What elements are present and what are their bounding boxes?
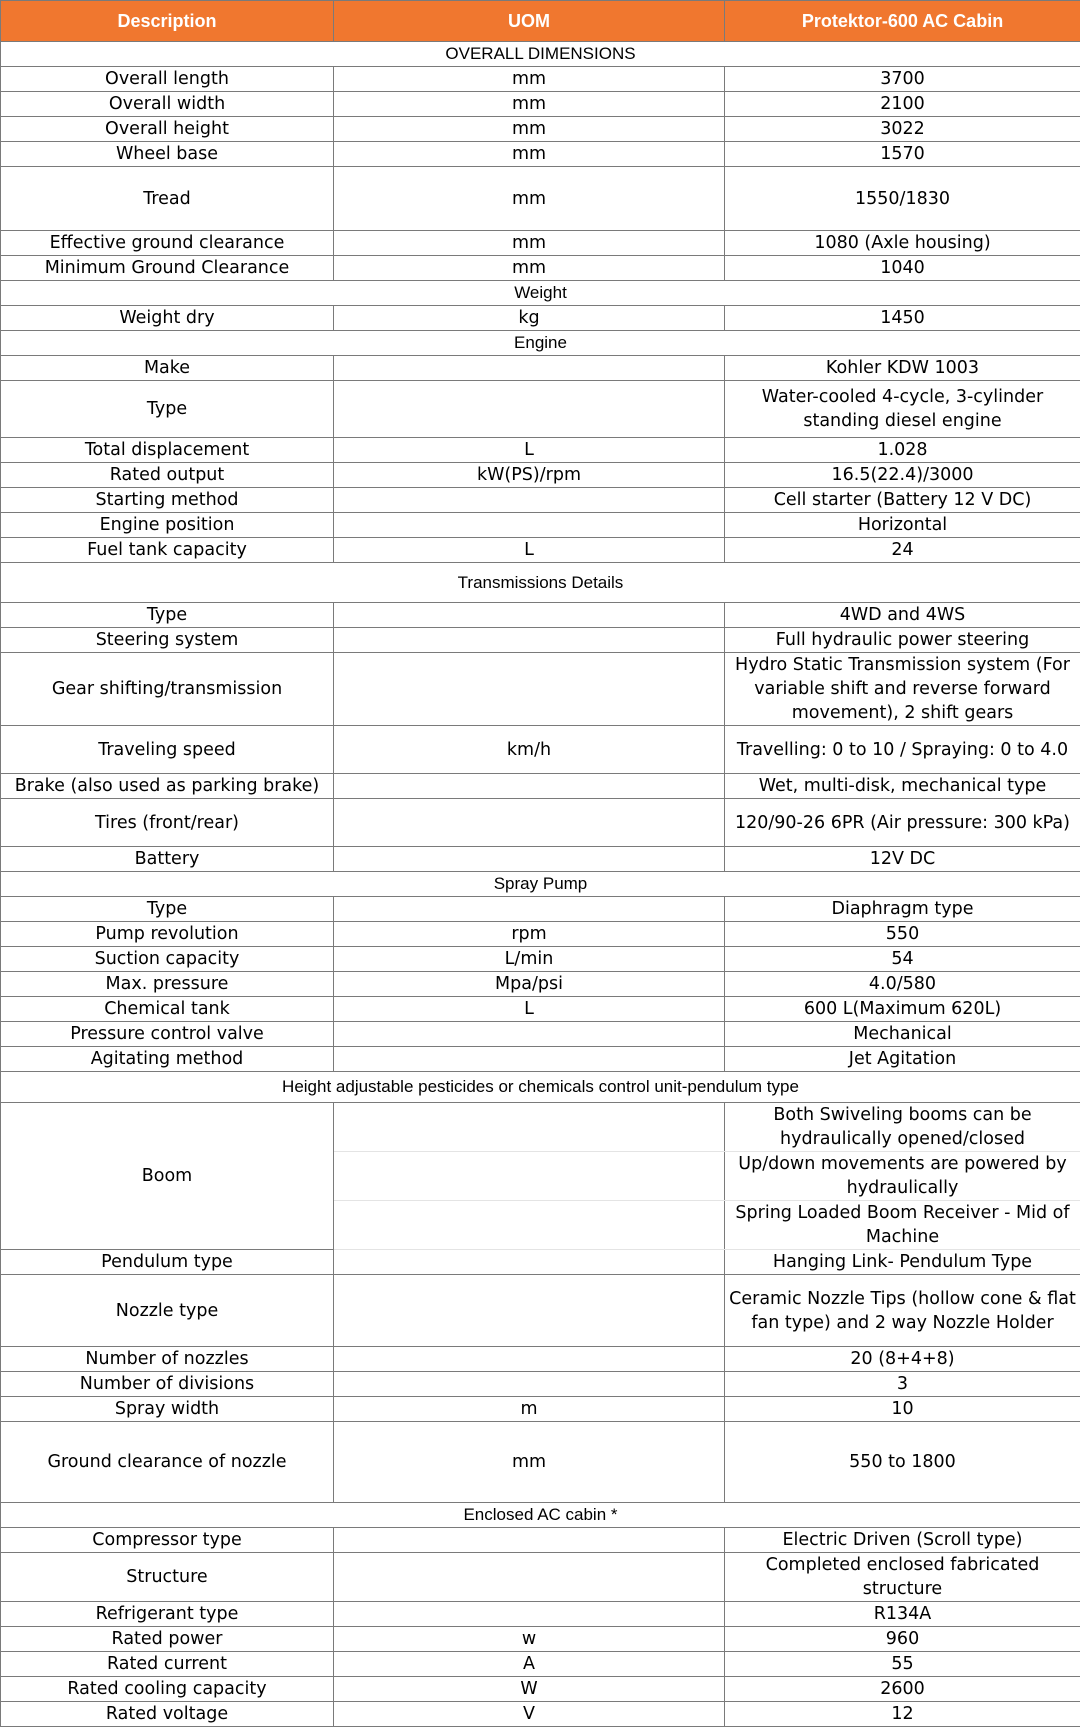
- row-desc: Pressure control valve: [1, 1022, 334, 1047]
- table-row: [1, 997, 1080, 1022]
- table-row: [1, 306, 1080, 331]
- row-desc: Minimum Ground Clearance: [1, 256, 334, 281]
- row-uom: [334, 1250, 725, 1275]
- row-value: 960: [725, 1627, 1080, 1652]
- section-row: [1, 331, 1080, 356]
- table-row: [1, 381, 1080, 438]
- row-desc: Chemical tank: [1, 997, 334, 1022]
- section-overall-dimensions: OVERALL DIMENSIONS: [1, 42, 1080, 67]
- table-row: [1, 538, 1080, 563]
- row-value: Hanging Link- Pendulum Type: [725, 1250, 1080, 1275]
- table-row: [1, 1103, 1080, 1152]
- row-uom: [334, 1275, 725, 1347]
- table-row: [1, 1627, 1080, 1652]
- table-row: [1, 897, 1080, 922]
- row-value: 1080 (Axle housing): [725, 231, 1080, 256]
- row-value: Spring Loaded Boom Receiver - Mid of Machine: [725, 1201, 1080, 1250]
- section-row: [1, 42, 1080, 67]
- row-uom: [334, 628, 725, 653]
- row-uom: L: [334, 438, 725, 463]
- table-row: [1, 1677, 1080, 1702]
- row-desc: Spray width: [1, 1397, 334, 1422]
- row-desc: Boom: [1, 1103, 334, 1250]
- table-row: [1, 488, 1080, 513]
- table-row: [1, 463, 1080, 488]
- table-row: [1, 653, 1080, 726]
- row-desc: Structure: [1, 1553, 334, 1602]
- table-row: [1, 1652, 1080, 1677]
- row-desc: Type: [1, 897, 334, 922]
- row-desc: Type: [1, 603, 334, 628]
- row-desc: Total displacement: [1, 438, 334, 463]
- table-row: [1, 117, 1080, 142]
- table-row: [1, 922, 1080, 947]
- row-value: 1570: [725, 142, 1080, 167]
- table-row: [1, 1047, 1080, 1072]
- row-uom: [334, 513, 725, 538]
- table-row: [1, 1422, 1080, 1503]
- table-row: [1, 92, 1080, 117]
- row-desc: Gear shifting/transmission: [1, 653, 334, 726]
- row-uom: L: [334, 997, 725, 1022]
- row-uom: L/min: [334, 947, 725, 972]
- row-desc: Number of nozzles: [1, 1347, 334, 1372]
- row-desc: Type: [1, 381, 334, 438]
- row-value: Up/down movements are powered by hydraulically: [725, 1152, 1080, 1201]
- row-uom: mm: [334, 167, 725, 231]
- row-desc: Overall width: [1, 92, 334, 117]
- row-value: 1450: [725, 306, 1080, 331]
- table-row: [1, 1702, 1080, 1727]
- row-value: 4.0/580: [725, 972, 1080, 997]
- row-uom: mm: [334, 231, 725, 256]
- row-uom-empty: [334, 1201, 725, 1250]
- row-value: 120/90-26 6PR (Air pressure: 300 kPa): [725, 799, 1080, 847]
- table-row: [1, 231, 1080, 256]
- table-row: [1, 847, 1080, 872]
- row-desc: Rated voltage: [1, 1702, 334, 1727]
- row-value: Jet Agitation: [725, 1047, 1080, 1072]
- row-value: Electric Driven (Scroll type): [725, 1528, 1080, 1553]
- row-uom: A: [334, 1652, 725, 1677]
- row-desc: Tires (front/rear): [1, 799, 334, 847]
- row-desc: Wheel base: [1, 142, 334, 167]
- row-desc: Rated cooling capacity: [1, 1677, 334, 1702]
- row-desc: Max. pressure: [1, 972, 334, 997]
- row-uom: [334, 488, 725, 513]
- row-desc: Starting method: [1, 488, 334, 513]
- row-uom: [334, 1347, 725, 1372]
- row-desc: Effective ground clearance: [1, 231, 334, 256]
- row-value: 12V DC: [725, 847, 1080, 872]
- row-uom: kg: [334, 306, 725, 331]
- row-desc: Refrigerant type: [1, 1602, 334, 1627]
- row-uom: [334, 1528, 725, 1553]
- row-uom: Mpa/psi: [334, 972, 725, 997]
- row-value: 3700: [725, 67, 1080, 92]
- row-value: 1040: [725, 256, 1080, 281]
- row-uom: V: [334, 1702, 725, 1727]
- row-value: 24: [725, 538, 1080, 563]
- row-desc: Make: [1, 356, 334, 381]
- row-uom: [334, 774, 725, 799]
- row-value: 2100: [725, 92, 1080, 117]
- row-uom: mm: [334, 92, 725, 117]
- row-desc: Battery: [1, 847, 334, 872]
- row-desc: Ground clearance of nozzle: [1, 1422, 334, 1503]
- table-row: [1, 356, 1080, 381]
- table-row: [1, 799, 1080, 847]
- row-desc: Steering system: [1, 628, 334, 653]
- row-value: Ceramic Nozzle Tips (hollow cone & flat fan type) and 2 way Nozzle Holder: [725, 1275, 1080, 1347]
- row-value: Completed enclosed fabricated structure: [725, 1553, 1080, 1602]
- section-row: [1, 281, 1080, 306]
- row-desc: Compressor type: [1, 1528, 334, 1553]
- row-uom: [334, 603, 725, 628]
- section-ac-cabin: Enclosed AC cabin *: [1, 1503, 1080, 1528]
- row-uom: mm: [334, 117, 725, 142]
- row-value: R134A: [725, 1602, 1080, 1627]
- row-uom: [334, 897, 725, 922]
- table-row: [1, 774, 1080, 799]
- section-row: [1, 872, 1080, 897]
- row-desc: Overall height: [1, 117, 334, 142]
- row-uom: [334, 1103, 725, 1152]
- row-value: Travelling: 0 to 10 / Spraying: 0 to 4.0: [725, 726, 1080, 774]
- row-uom: km/h: [334, 726, 725, 774]
- row-value: 1.028: [725, 438, 1080, 463]
- row-value: Hydro Static Transmission system (For variable shift and reverse forward movement), 2 shift gears: [725, 653, 1080, 726]
- table-row: [1, 513, 1080, 538]
- header-model: Protektor-600 AC Cabin: [725, 1, 1080, 42]
- row-uom: [334, 847, 725, 872]
- row-desc: Pendulum type: [1, 1250, 334, 1275]
- row-uom: [334, 381, 725, 438]
- section-transmission: Transmissions Details: [1, 563, 1080, 603]
- row-uom: [334, 1047, 725, 1072]
- table-row: [1, 947, 1080, 972]
- table-row: [1, 167, 1080, 231]
- row-value: Mechanical: [725, 1022, 1080, 1047]
- row-value: 2600: [725, 1677, 1080, 1702]
- header-uom: UOM: [334, 1, 725, 42]
- header-row: [1, 1, 1080, 42]
- row-value: Wet, multi-disk, mechanical type: [725, 774, 1080, 799]
- header-description: Description: [1, 1, 334, 42]
- row-uom: mm: [334, 256, 725, 281]
- row-desc: Agitating method: [1, 1047, 334, 1072]
- row-desc: Rated current: [1, 1652, 334, 1677]
- row-uom: mm: [334, 67, 725, 92]
- section-spray-pump: Spray Pump: [1, 872, 1080, 897]
- section-weight: Weight: [1, 281, 1080, 306]
- row-value: 20 (8+4+8): [725, 1347, 1080, 1372]
- row-desc: Number of divisions: [1, 1372, 334, 1397]
- row-value: 1550/1830: [725, 167, 1080, 231]
- row-value: 12: [725, 1702, 1080, 1727]
- row-value: 16.5(22.4)/3000: [725, 463, 1080, 488]
- table-row: [1, 438, 1080, 463]
- row-desc: Traveling speed: [1, 726, 334, 774]
- row-desc: Fuel tank capacity: [1, 538, 334, 563]
- row-uom: rpm: [334, 922, 725, 947]
- section-row: [1, 563, 1080, 603]
- row-value: 4WD and 4WS: [725, 603, 1080, 628]
- section-row: [1, 1072, 1080, 1103]
- table-row: [1, 1347, 1080, 1372]
- row-value: Diaphragm type: [725, 897, 1080, 922]
- table-row: [1, 972, 1080, 997]
- row-desc: Pump revolution: [1, 922, 334, 947]
- row-uom: w: [334, 1627, 725, 1652]
- row-value: Cell starter (Battery 12 V DC): [725, 488, 1080, 513]
- row-uom: [334, 1553, 725, 1602]
- row-uom: L: [334, 538, 725, 563]
- table-row: [1, 603, 1080, 628]
- table-row: [1, 628, 1080, 653]
- row-value: Horizontal: [725, 513, 1080, 538]
- row-uom: [334, 1602, 725, 1627]
- row-uom: [334, 356, 725, 381]
- row-uom: kW(PS)/rpm: [334, 463, 725, 488]
- table-row: [1, 1528, 1080, 1553]
- row-uom: m: [334, 1397, 725, 1422]
- row-desc: Engine position: [1, 513, 334, 538]
- row-desc: Brake (also used as parking brake): [1, 774, 334, 799]
- table-row: [1, 142, 1080, 167]
- table-row: [1, 67, 1080, 92]
- table-row: [1, 1602, 1080, 1627]
- table-row: [1, 1022, 1080, 1047]
- row-value: 55: [725, 1652, 1080, 1677]
- section-row: [1, 1503, 1080, 1528]
- table-row: [1, 256, 1080, 281]
- row-value: Both Swiveling booms can be hydraulically opened/closed: [725, 1103, 1080, 1152]
- row-uom: [334, 1372, 725, 1397]
- row-value: 3: [725, 1372, 1080, 1397]
- table-row: [1, 726, 1080, 774]
- row-value: 3022: [725, 117, 1080, 142]
- row-value: 550: [725, 922, 1080, 947]
- table-row: [1, 1250, 1080, 1275]
- row-value: Full hydraulic power steering: [725, 628, 1080, 653]
- row-uom-empty: [334, 1152, 725, 1201]
- row-value: 600 L(Maximum 620L): [725, 997, 1080, 1022]
- section-control-unit: Height adjustable pesticides or chemicals control unit-pendulum type: [1, 1072, 1080, 1103]
- row-desc: Rated output: [1, 463, 334, 488]
- row-value: 54: [725, 947, 1080, 972]
- row-value: 550 to 1800: [725, 1422, 1080, 1503]
- row-desc: Suction capacity: [1, 947, 334, 972]
- table-row: [1, 1372, 1080, 1397]
- row-desc: Overall length: [1, 67, 334, 92]
- row-uom: mm: [334, 1422, 725, 1503]
- table-row: [1, 1397, 1080, 1422]
- row-uom: [334, 799, 725, 847]
- row-value: Water-cooled 4-cycle, 3-cylinder standing diesel engine: [725, 381, 1080, 438]
- row-uom: [334, 653, 725, 726]
- row-value: 10: [725, 1397, 1080, 1422]
- row-uom: mm: [334, 142, 725, 167]
- table-row: [1, 1275, 1080, 1347]
- row-desc: Tread: [1, 167, 334, 231]
- row-desc: Nozzle type: [1, 1275, 334, 1347]
- section-engine: Engine: [1, 331, 1080, 356]
- row-uom: W: [334, 1677, 725, 1702]
- row-uom: [334, 1022, 725, 1047]
- row-value: Kohler KDW 1003: [725, 356, 1080, 381]
- row-desc: Weight dry: [1, 306, 334, 331]
- table-row: [1, 1553, 1080, 1602]
- row-desc: Rated power: [1, 1627, 334, 1652]
